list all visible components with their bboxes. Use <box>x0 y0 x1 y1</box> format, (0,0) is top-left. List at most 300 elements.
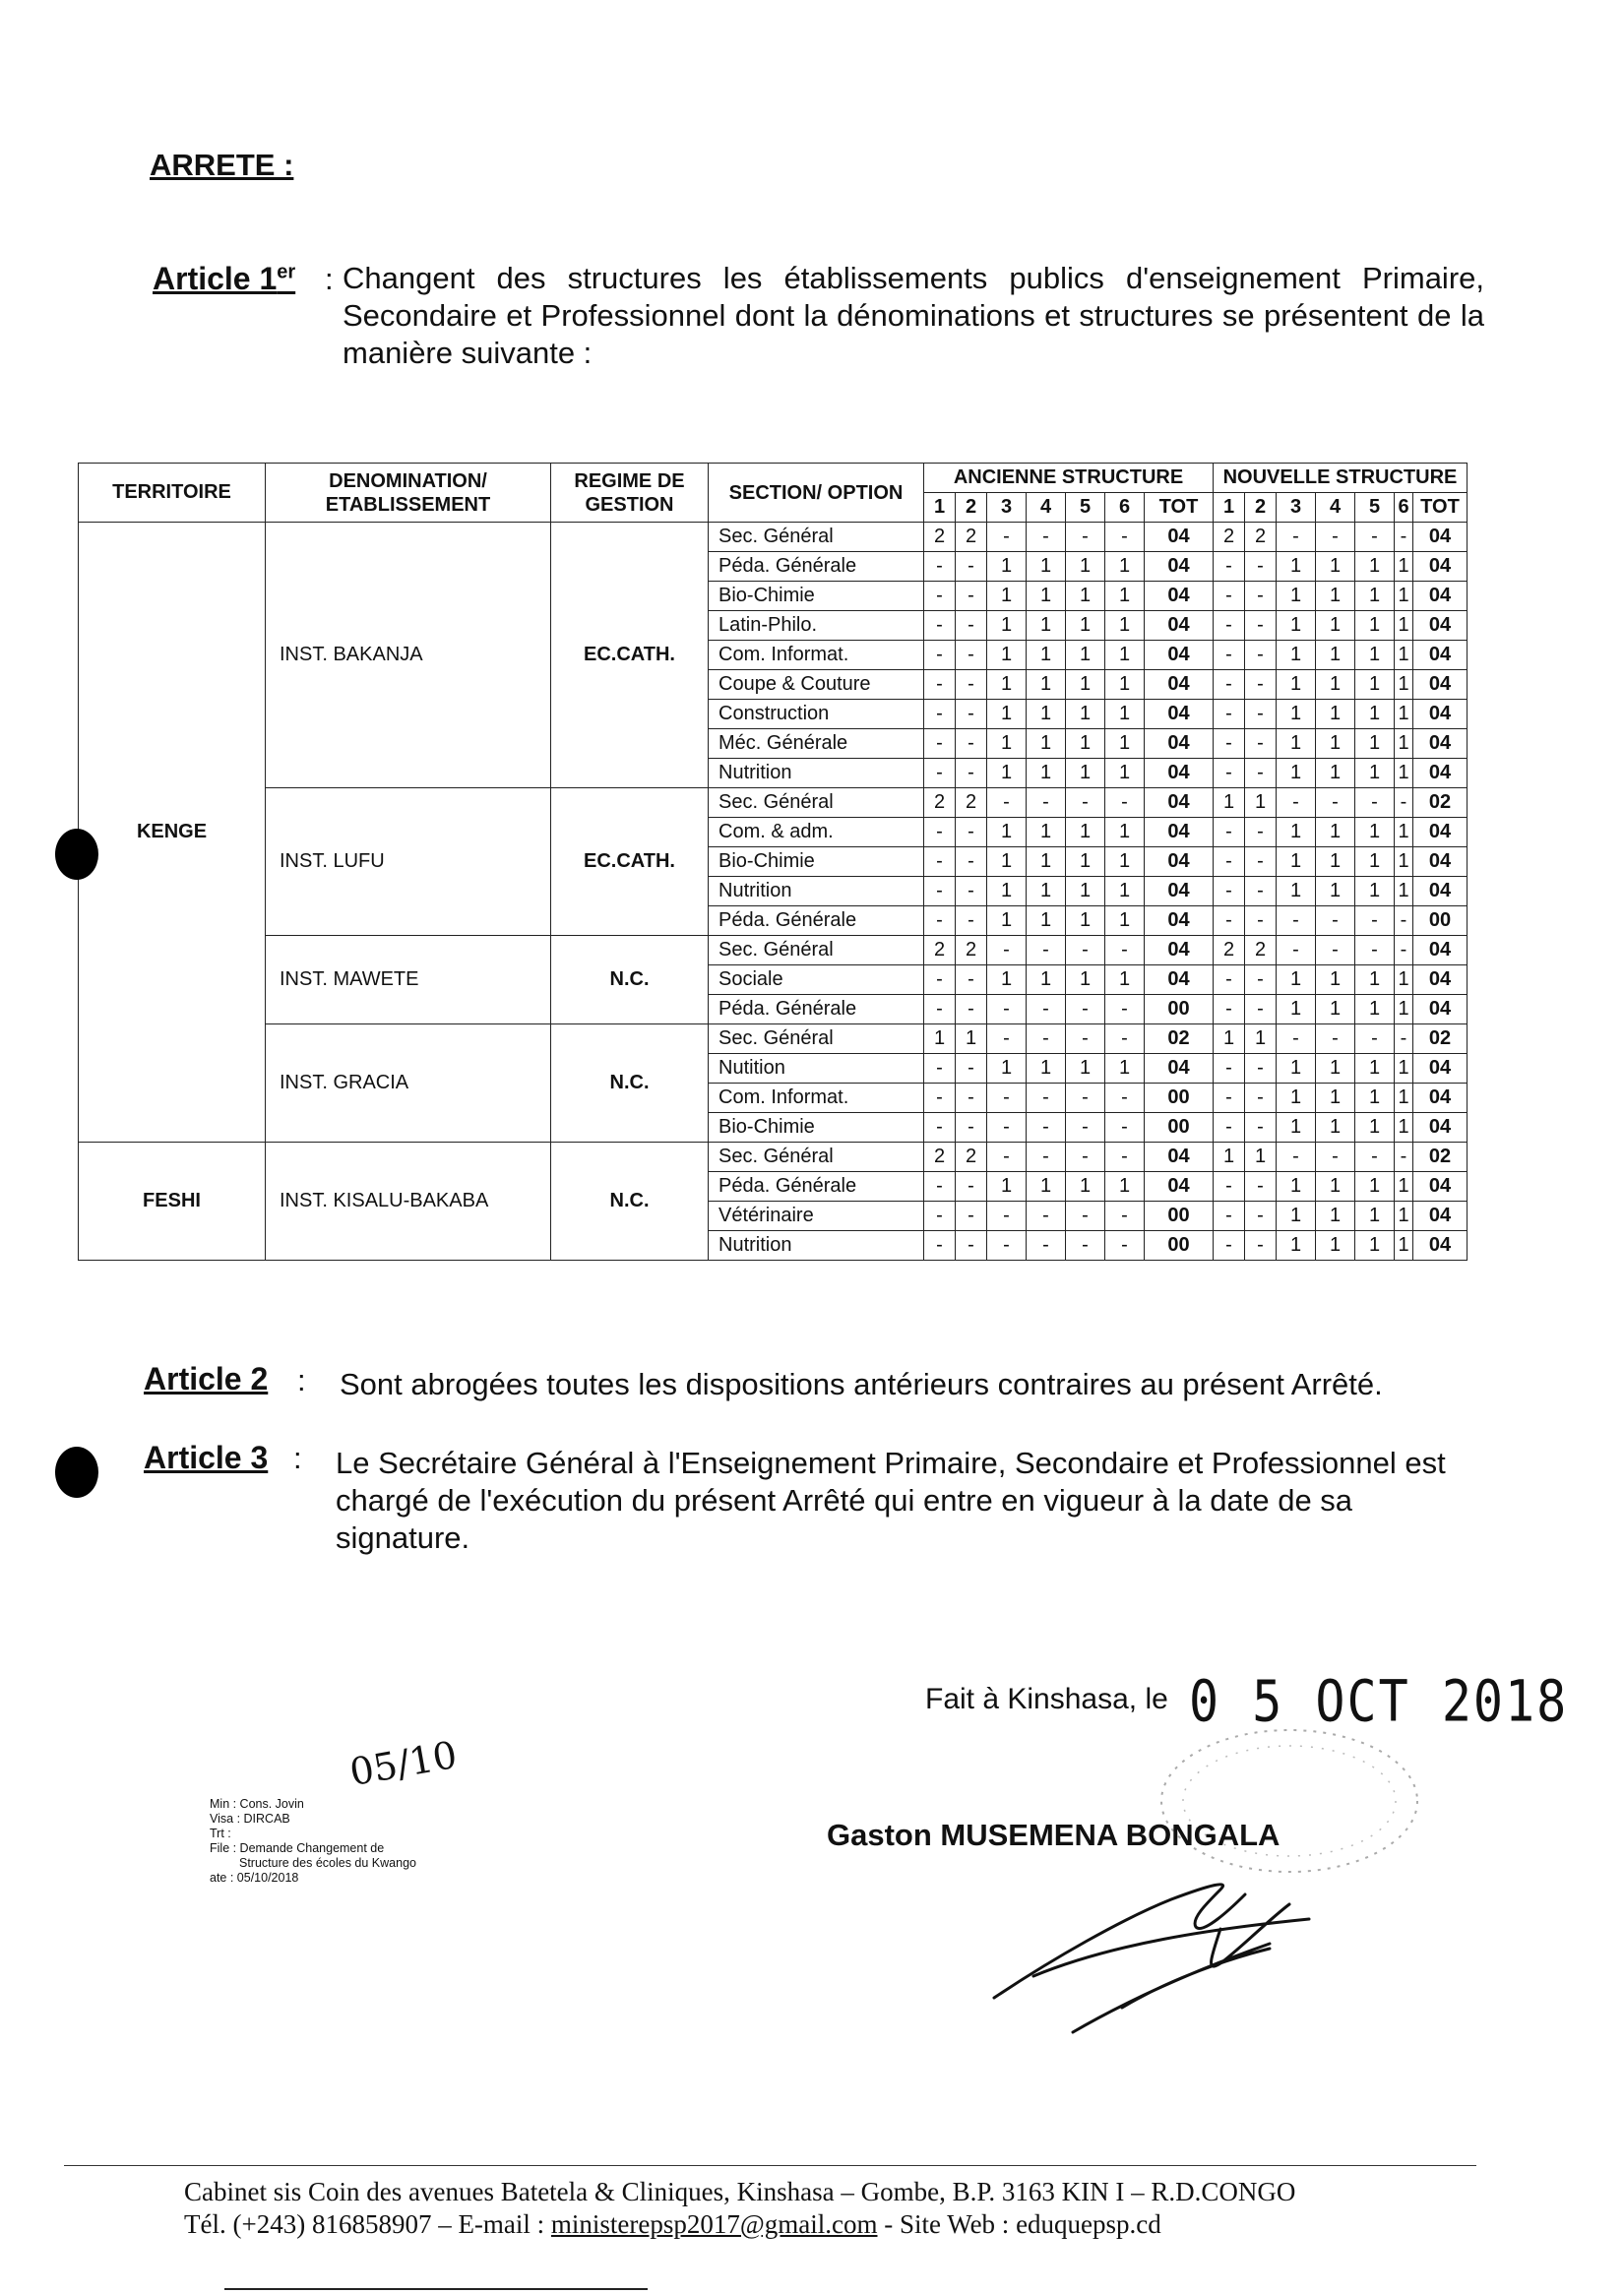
old-grade-cell: 2 <box>924 936 956 965</box>
new-grade-header: 6 <box>1395 493 1413 523</box>
header-section: SECTION/ OPTION <box>709 464 924 523</box>
new-tot-cell: 04 <box>1413 1084 1468 1113</box>
old-grade-header: 5 <box>1066 493 1105 523</box>
old-grade-cell: 1 <box>987 965 1027 995</box>
old-grade-cell: - <box>987 1202 1027 1231</box>
footer-contact <box>184 2209 1161 2240</box>
old-grade-cell: 1 <box>1027 759 1066 788</box>
new-tot-cell: 04 <box>1413 965 1468 995</box>
table-row <box>79 523 1468 552</box>
old-grade-cell: 1 <box>1066 1172 1105 1202</box>
new-grade-cell: 1 <box>1245 1024 1277 1054</box>
old-grade-cell: - <box>956 729 987 759</box>
old-grade-cell: - <box>924 965 956 995</box>
new-grade-cell: 1 <box>1355 877 1395 906</box>
footer-address: Cabinet sis Coin des avenues Batetela & Cliniques, Kinshasa – Gombe, B.P. 3163 KIN I – R.D.CONGO <box>184 2177 1296 2206</box>
section-cell: Sec. Général <box>709 1024 924 1054</box>
new-grade-cell: 1 <box>1355 552 1395 582</box>
memo-block <box>210 1797 416 1886</box>
old-grade-cell: 1 <box>1027 641 1066 670</box>
new-grade-cell: 1 <box>1277 877 1316 906</box>
old-grade-cell: - <box>1105 1024 1145 1054</box>
new-tot-cell: 04 <box>1413 611 1468 641</box>
old-tot-cell: 02 <box>1145 1024 1214 1054</box>
old-grade-cell: - <box>956 700 987 729</box>
new-grade-cell: - <box>1355 788 1395 818</box>
old-tot-cell: 04 <box>1145 641 1214 670</box>
old-grade-cell: 1 <box>987 1054 1027 1084</box>
new-grade-cell: 1 <box>1355 759 1395 788</box>
old-grade-cell: - <box>956 818 987 847</box>
old-grade-cell: - <box>1066 1143 1105 1172</box>
memo-line: Trt : <box>210 1827 231 1840</box>
new-grade-cell: - <box>1245 1113 1277 1143</box>
old-grade-cell: - <box>1105 1231 1145 1261</box>
old-grade-cell: - <box>1066 1113 1105 1143</box>
old-grade-header: 3 <box>987 493 1027 523</box>
old-grade-cell: 1 <box>1105 1054 1145 1084</box>
new-grade-header: 4 <box>1316 493 1355 523</box>
signer-name: Gaston MUSEMENA BONGALA <box>827 1818 1280 1852</box>
old-tot-cell: 04 <box>1145 936 1214 965</box>
old-grade-cell: 1 <box>987 906 1027 936</box>
old-tot-cell: 04 <box>1145 1143 1214 1172</box>
new-grade-cell: 1 <box>1277 847 1316 877</box>
new-grade-cell: 1 <box>1395 641 1413 670</box>
new-tot-cell: 02 <box>1413 788 1468 818</box>
new-grade-cell: 1 <box>1277 1172 1316 1202</box>
new-grade-cell: 1 <box>1316 700 1355 729</box>
new-grade-cell: 1 <box>1395 1172 1413 1202</box>
section-cell: Sociale <box>709 965 924 995</box>
old-grade-cell: 1 <box>1105 965 1145 995</box>
old-grade-cell: 1 <box>987 670 1027 700</box>
new-grade-cell: - <box>1245 1231 1277 1261</box>
new-grade-cell: - <box>1214 759 1245 788</box>
old-grade-cell: 1 <box>987 552 1027 582</box>
old-grade-cell: 2 <box>924 523 956 552</box>
old-grade-cell: - <box>924 641 956 670</box>
new-tot-cell: 04 <box>1413 818 1468 847</box>
new-tot-cell: 02 <box>1413 1143 1468 1172</box>
signature-date: 0 5 OCT 2018 <box>1189 1668 1569 1735</box>
new-grade-cell: 1 <box>1277 552 1316 582</box>
new-grade-cell: - <box>1316 1024 1355 1054</box>
section-cell: Bio-Chimie <box>709 847 924 877</box>
old-grade-cell: 1 <box>987 847 1027 877</box>
new-grade-cell: 1 <box>1214 788 1245 818</box>
old-grade-cell: 1 <box>1105 641 1145 670</box>
new-grade-cell: - <box>1395 1024 1413 1054</box>
old-grade-cell: - <box>956 1113 987 1143</box>
old-grade-cell: 1 <box>1105 670 1145 700</box>
old-grade-cell: 1 <box>1105 759 1145 788</box>
section-cell: Vétérinaire <box>709 1202 924 1231</box>
article-2-colon: : <box>297 1363 306 1397</box>
old-grade-cell: - <box>924 1113 956 1143</box>
new-tot-cell: 04 <box>1413 729 1468 759</box>
section-cell: Péda. Générale <box>709 1172 924 1202</box>
old-tot-cell: 04 <box>1145 611 1214 641</box>
new-grade-cell: 1 <box>1355 1084 1395 1113</box>
new-grade-cell: - <box>1214 670 1245 700</box>
new-grade-cell: - <box>1214 611 1245 641</box>
new-grade-cell: 1 <box>1277 759 1316 788</box>
section-cell: Sec. Général <box>709 788 924 818</box>
new-grade-cell: - <box>1245 729 1277 759</box>
new-grade-cell: 1 <box>1355 1113 1395 1143</box>
new-tot-cell: 02 <box>1413 1024 1468 1054</box>
regime-cell: N.C. <box>551 1024 709 1143</box>
new-tot-header: TOT <box>1413 493 1468 523</box>
hole-punch-mark <box>55 1447 98 1498</box>
old-grade-cell: - <box>1027 995 1066 1024</box>
old-grade-cell: 1 <box>1027 847 1066 877</box>
old-grade-cell: - <box>956 1231 987 1261</box>
new-grade-cell: 2 <box>1245 936 1277 965</box>
header-regime: REGIME DE GESTION <box>551 464 709 523</box>
new-tot-cell: 04 <box>1413 936 1468 965</box>
new-grade-cell: 2 <box>1214 523 1245 552</box>
new-grade-cell: 1 <box>1316 670 1355 700</box>
memo-line: ate : 05/10/2018 <box>210 1871 299 1885</box>
old-grade-cell: - <box>956 1172 987 1202</box>
old-grade-cell: 2 <box>924 1143 956 1172</box>
old-grade-cell: - <box>924 906 956 936</box>
new-grade-cell: 1 <box>1214 1143 1245 1172</box>
old-tot-cell: 04 <box>1145 729 1214 759</box>
new-grade-cell: 1 <box>1316 1172 1355 1202</box>
old-grade-cell: 1 <box>1066 818 1105 847</box>
old-grade-cell: - <box>956 641 987 670</box>
old-tot-cell: 04 <box>1145 877 1214 906</box>
old-grade-cell: - <box>924 818 956 847</box>
territoire-cell: FESHI <box>79 1143 266 1261</box>
new-grade-cell: 1 <box>1355 1172 1395 1202</box>
new-tot-cell: 04 <box>1413 995 1468 1024</box>
new-grade-cell: - <box>1214 641 1245 670</box>
header-territoire: TERRITOIRE <box>79 464 266 523</box>
table-row <box>79 1024 1468 1054</box>
new-grade-cell: - <box>1245 995 1277 1024</box>
old-grade-cell: 1 <box>1027 818 1066 847</box>
old-grade-cell: 1 <box>1105 582 1145 611</box>
section-cell: Péda. Générale <box>709 552 924 582</box>
new-grade-cell: 1 <box>1395 700 1413 729</box>
old-grade-cell: - <box>1066 1202 1105 1231</box>
old-grade-cell: - <box>956 552 987 582</box>
new-grade-cell: 1 <box>1355 1054 1395 1084</box>
new-tot-cell: 04 <box>1413 1202 1468 1231</box>
old-grade-cell: - <box>956 1054 987 1084</box>
new-grade-cell: 1 <box>1395 759 1413 788</box>
section-cell: Nutrition <box>709 759 924 788</box>
old-grade-cell: - <box>987 523 1027 552</box>
new-grade-cell: 1 <box>1395 1202 1413 1231</box>
table-row <box>79 788 1468 818</box>
old-tot-cell: 00 <box>1145 1231 1214 1261</box>
section-cell: Com. & adm. <box>709 818 924 847</box>
old-grade-cell: - <box>1027 1143 1066 1172</box>
new-grade-cell: 1 <box>1277 965 1316 995</box>
new-tot-cell: 04 <box>1413 523 1468 552</box>
old-tot-cell: 04 <box>1145 700 1214 729</box>
old-tot-cell: 04 <box>1145 1054 1214 1084</box>
new-grade-cell: 1 <box>1316 552 1355 582</box>
old-grade-cell: 1 <box>1027 611 1066 641</box>
new-grade-cell: 1 <box>1395 818 1413 847</box>
section-cell: Nutrition <box>709 877 924 906</box>
new-grade-cell: - <box>1214 1113 1245 1143</box>
new-grade-cell: 1 <box>1395 552 1413 582</box>
new-grade-cell: 1 <box>1355 847 1395 877</box>
old-tot-cell: 04 <box>1145 552 1214 582</box>
old-grade-cell: - <box>956 906 987 936</box>
old-grade-cell: - <box>924 611 956 641</box>
new-grade-cell: 1 <box>1355 1231 1395 1261</box>
new-grade-cell: - <box>1355 936 1395 965</box>
new-grade-cell: - <box>1245 641 1277 670</box>
article-1-colon: : <box>325 262 334 296</box>
footer-phone: Tél. (+243) 816858907 – E-mail : <box>184 2209 551 2239</box>
new-grade-cell: - <box>1245 877 1277 906</box>
header-ancienne-structure: ANCIENNE STRUCTURE <box>924 464 1214 493</box>
new-grade-cell: - <box>1214 995 1245 1024</box>
new-grade-cell: 1 <box>1355 700 1395 729</box>
new-tot-cell: 04 <box>1413 670 1468 700</box>
old-grade-cell: 1 <box>956 1024 987 1054</box>
signature-image <box>974 1850 1329 2047</box>
new-grade-cell: - <box>1214 1202 1245 1231</box>
article-1-label-text: Article 1 <box>153 261 278 296</box>
old-grade-cell: 1 <box>987 641 1027 670</box>
new-grade-cell: - <box>1245 700 1277 729</box>
table-row <box>79 1143 1468 1172</box>
new-tot-cell: 04 <box>1413 1054 1468 1084</box>
new-grade-cell: - <box>1245 1202 1277 1231</box>
old-grade-cell: - <box>1105 1143 1145 1172</box>
old-tot-cell: 04 <box>1145 523 1214 552</box>
section-cell: Péda. Générale <box>709 906 924 936</box>
header-nouvelle-structure: NOUVELLE STRUCTURE <box>1214 464 1468 493</box>
old-grade-cell: - <box>1027 1024 1066 1054</box>
section-cell: Péda. Générale <box>709 995 924 1024</box>
old-grade-cell: 1 <box>1027 877 1066 906</box>
old-grade-cell: 1 <box>987 729 1027 759</box>
new-grade-cell: 1 <box>1316 1231 1355 1261</box>
footer-website: - Site Web : eduquepsp.cd <box>877 2209 1161 2239</box>
section-cell: Coupe & Couture <box>709 670 924 700</box>
old-grade-cell: - <box>924 700 956 729</box>
new-tot-cell: 04 <box>1413 877 1468 906</box>
new-tot-cell: 04 <box>1413 641 1468 670</box>
old-grade-cell: 1 <box>1027 670 1066 700</box>
old-grade-cell: - <box>1105 788 1145 818</box>
new-grade-header: 3 <box>1277 493 1316 523</box>
new-grade-cell: - <box>1214 582 1245 611</box>
new-grade-cell: - <box>1214 700 1245 729</box>
old-grade-cell: - <box>956 995 987 1024</box>
section-cell: Com. Informat. <box>709 1084 924 1113</box>
old-grade-cell: - <box>924 552 956 582</box>
new-grade-cell: - <box>1316 906 1355 936</box>
new-grade-cell: 1 <box>1316 641 1355 670</box>
section-cell: Nutition <box>709 1054 924 1084</box>
old-grade-cell: - <box>1105 995 1145 1024</box>
old-grade-cell: 1 <box>1066 906 1105 936</box>
section-cell: Construction <box>709 700 924 729</box>
old-grade-header: 6 <box>1105 493 1145 523</box>
old-grade-cell: - <box>1105 1202 1145 1231</box>
new-grade-cell: 1 <box>1245 788 1277 818</box>
new-grade-cell: 1 <box>1245 1143 1277 1172</box>
old-grade-cell: - <box>924 877 956 906</box>
new-grade-cell: 1 <box>1355 1202 1395 1231</box>
new-grade-cell: 1 <box>1277 1231 1316 1261</box>
new-grade-cell: 1 <box>1316 877 1355 906</box>
old-grade-cell: 1 <box>1027 552 1066 582</box>
new-tot-cell: 04 <box>1413 1113 1468 1143</box>
new-grade-cell: 1 <box>1395 1113 1413 1143</box>
new-grade-cell: - <box>1245 906 1277 936</box>
old-grade-cell: - <box>924 1202 956 1231</box>
section-cell: Latin-Philo. <box>709 611 924 641</box>
new-grade-cell: - <box>1245 611 1277 641</box>
new-grade-cell: - <box>1214 729 1245 759</box>
new-grade-cell: - <box>1277 936 1316 965</box>
memo-line: Structure des écoles du Kwango <box>239 1856 416 1870</box>
new-grade-cell: 1 <box>1316 818 1355 847</box>
old-grade-cell: - <box>924 1231 956 1261</box>
new-grade-cell: - <box>1245 847 1277 877</box>
old-grade-cell: 1 <box>987 877 1027 906</box>
new-grade-cell: - <box>1214 1172 1245 1202</box>
new-grade-cell: - <box>1245 1172 1277 1202</box>
old-grade-cell: - <box>987 936 1027 965</box>
section-cell: Com. Informat. <box>709 641 924 670</box>
old-grade-cell: - <box>956 1202 987 1231</box>
old-grade-cell: - <box>1066 1024 1105 1054</box>
old-grade-cell: 1 <box>1105 552 1145 582</box>
new-grade-cell: - <box>1245 818 1277 847</box>
new-grade-cell: 1 <box>1355 995 1395 1024</box>
new-grade-cell: 1 <box>1395 877 1413 906</box>
old-grade-cell: 1 <box>1105 729 1145 759</box>
new-grade-cell: 1 <box>1277 818 1316 847</box>
hole-punch-mark <box>55 829 98 880</box>
new-grade-cell: 1 <box>1395 729 1413 759</box>
new-grade-cell: 2 <box>1245 523 1277 552</box>
structure-table-body <box>79 523 1468 1261</box>
old-grade-cell: - <box>1066 788 1105 818</box>
arrete-heading: ARRETE : <box>150 148 294 182</box>
regime-cell: EC.CATH. <box>551 523 709 788</box>
article-3-colon: : <box>293 1441 302 1475</box>
old-grade-cell: 1 <box>1066 641 1105 670</box>
old-grade-cell: - <box>924 670 956 700</box>
old-grade-cell: 2 <box>956 1143 987 1172</box>
old-grade-cell: 1 <box>1066 877 1105 906</box>
new-tot-cell: 04 <box>1413 1231 1468 1261</box>
new-grade-cell: 1 <box>1316 1054 1355 1084</box>
new-grade-cell: - <box>1395 1143 1413 1172</box>
old-grade-cell: 1 <box>987 611 1027 641</box>
header-denomination: DENOMINATION/ ETABLISSEMENT <box>266 464 551 523</box>
new-grade-cell: - <box>1395 788 1413 818</box>
new-grade-cell: 1 <box>1355 611 1395 641</box>
old-grade-cell: 1 <box>1027 700 1066 729</box>
new-grade-cell: - <box>1277 523 1316 552</box>
new-grade-cell: 1 <box>1395 611 1413 641</box>
old-grade-cell: - <box>924 1054 956 1084</box>
table-row <box>79 936 1468 965</box>
old-tot-cell: 00 <box>1145 1113 1214 1143</box>
new-grade-cell: 1 <box>1316 611 1355 641</box>
old-grade-cell: - <box>924 1172 956 1202</box>
new-grade-cell: 1 <box>1355 818 1395 847</box>
old-grade-cell: 2 <box>924 788 956 818</box>
new-grade-cell: 1 <box>1395 670 1413 700</box>
old-grade-cell: 2 <box>956 523 987 552</box>
article-1-label-sup: er <box>277 261 296 283</box>
new-grade-cell: 1 <box>1316 847 1355 877</box>
old-tot-cell: 04 <box>1145 582 1214 611</box>
old-grade-cell: - <box>1066 1231 1105 1261</box>
old-grade-cell: 1 <box>1027 906 1066 936</box>
old-grade-cell: - <box>987 788 1027 818</box>
old-grade-cell: - <box>956 759 987 788</box>
old-grade-cell: 1 <box>1066 759 1105 788</box>
new-grade-cell: - <box>1245 552 1277 582</box>
old-grade-cell: - <box>924 1084 956 1113</box>
new-grade-cell: - <box>1214 965 1245 995</box>
old-grade-cell: 1 <box>1105 700 1145 729</box>
new-grade-cell: - <box>1277 1143 1316 1172</box>
old-grade-cell: 1 <box>1066 1054 1105 1084</box>
new-grade-cell: - <box>1316 788 1355 818</box>
new-tot-cell: 04 <box>1413 847 1468 877</box>
new-grade-cell: - <box>1214 1054 1245 1084</box>
old-grade-cell: - <box>1105 936 1145 965</box>
new-grade-cell: 1 <box>1277 995 1316 1024</box>
new-grade-cell: 1 <box>1316 1084 1355 1113</box>
footer-email-link[interactable]: ministerepsp2017@gmail.com <box>550 2209 878 2239</box>
old-grade-cell: 1 <box>1066 670 1105 700</box>
old-grade-cell: - <box>956 611 987 641</box>
old-grade-cell: 1 <box>1027 1172 1066 1202</box>
new-grade-cell: 1 <box>1277 641 1316 670</box>
old-grade-cell: 1 <box>987 582 1027 611</box>
old-tot-header: TOT <box>1145 493 1214 523</box>
old-grade-header: 2 <box>956 493 987 523</box>
old-grade-cell: - <box>987 1231 1027 1261</box>
section-cell: Sec. Général <box>709 936 924 965</box>
new-tot-cell: 04 <box>1413 1172 1468 1202</box>
new-grade-cell: 1 <box>1316 582 1355 611</box>
old-grade-cell: 1 <box>1027 729 1066 759</box>
new-grade-cell: 1 <box>1395 847 1413 877</box>
new-grade-cell: 1 <box>1355 641 1395 670</box>
new-grade-header: 5 <box>1355 493 1395 523</box>
article-3-text: Le Secrétaire Général à l'Enseignement Primaire, Secondaire et Professionnel est chargé de l'exécution du présent Arrêté qui entre en vigueur à la date de sa signature. <box>336 1446 1446 1555</box>
old-grade-cell: - <box>1027 1084 1066 1113</box>
old-grade-cell: - <box>1066 523 1105 552</box>
old-grade-cell: - <box>1066 1084 1105 1113</box>
new-grade-cell: - <box>1355 523 1395 552</box>
new-grade-cell: - <box>1277 1024 1316 1054</box>
old-grade-header: 1 <box>924 493 956 523</box>
new-grade-cell: - <box>1214 818 1245 847</box>
